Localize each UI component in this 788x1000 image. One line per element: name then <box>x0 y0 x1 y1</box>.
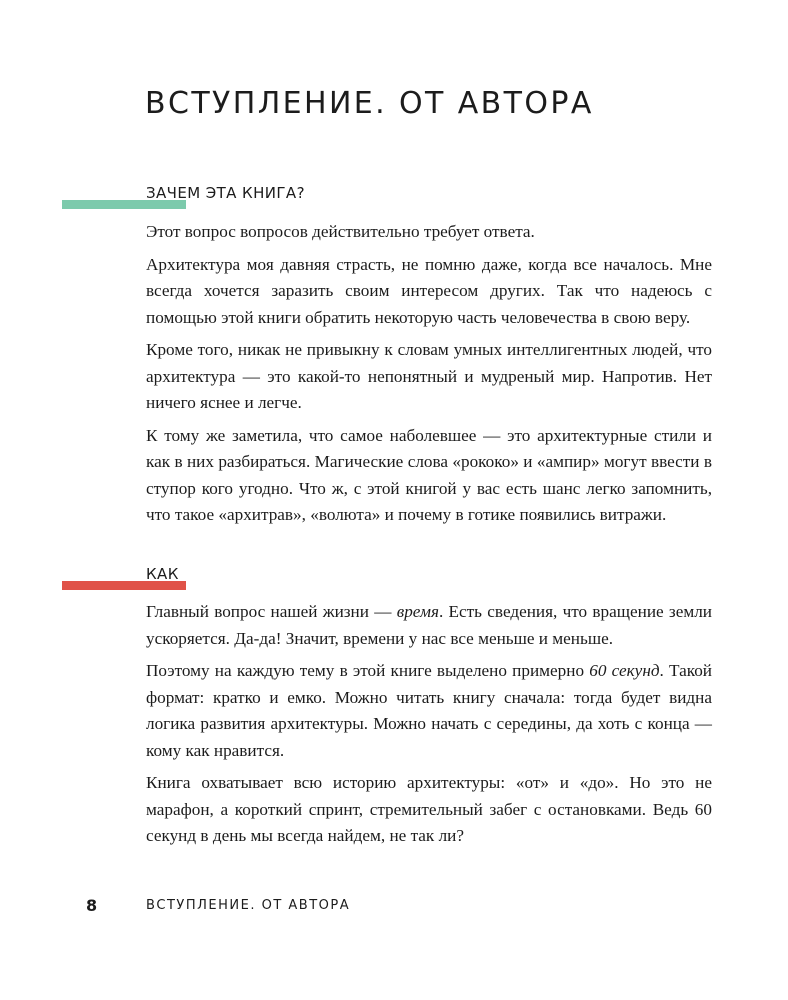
text-run: Поэтому на каждую тему в этой книге выделено примерно <box>146 661 590 680</box>
section-heading-how: КАК <box>146 565 179 583</box>
running-title: ВСТУПЛЕНИЕ. ОТ АВТОРА <box>146 898 351 913</box>
paragraph: Кроме того, никак не привыкну к словам умных интеллигентных людей, что архитектура — это какой-то непонятный и мудреный мир. Напротив. Нет ничего яснее и легче. <box>146 340 712 412</box>
paragraph: К тому же заметила, что самое наболевшее — это архитектурные стили и как в них разбираться. Магические слова «рококо» и «ампир» могут ввести в ступор кого угодно. Что ж, с этой книгой у вас есть шанс легко запомнить, что такое «архитрав», «волюта» и почему в готике появились витражи. <box>146 425 712 524</box>
paragraph: Этот вопрос вопросов действительно требует ответа. <box>146 222 535 241</box>
paragraph: Архитектура моя давняя страсть, не помню даже, когда все началось. Мне всегда хочется заразить своим интересом других. Так что надеюсь с помощью этой книги обратить некоторую часть человечества в свою веру. <box>146 254 712 327</box>
section-heading-why: ЗАЧЕМ ЭТА КНИГА? <box>146 184 305 202</box>
section-heading-row <box>0 565 788 591</box>
italic-emphasis: время <box>396 602 439 621</box>
paragraph: Книга охватывает всю историю архитектуры: «от» и «до». Но это не марафон, а короткий спринт, стремительный забег с остановками. Ведь 60 секунд в день мы всегда найдем, не так ли? <box>146 773 712 845</box>
text-run: Главный вопрос нашей жизни — <box>146 602 397 621</box>
italic-emphasis: 60 секунд <box>589 661 660 680</box>
page-number: 8 <box>86 896 98 915</box>
text-run: . Такой формат: кратко и емко. Можно читать книгу сначала: тогда будет видна логика развития архитектуры. Можно начать с середины, да хоть с конца — кому как нравится. <box>146 661 713 760</box>
page-title: ВСТУПЛЕНИЕ. ОТ АВТОРА <box>145 86 594 121</box>
section-why-this-book <box>0 184 788 535</box>
section-heading-row <box>0 184 788 210</box>
paragraph <box>146 599 712 652</box>
paragraph <box>146 658 712 764</box>
section-how <box>0 565 788 856</box>
text-run: . Есть сведения, что вращение земли ускоряется. Да-да! Значит, времени у нас все меньше и меньше. <box>146 602 713 648</box>
